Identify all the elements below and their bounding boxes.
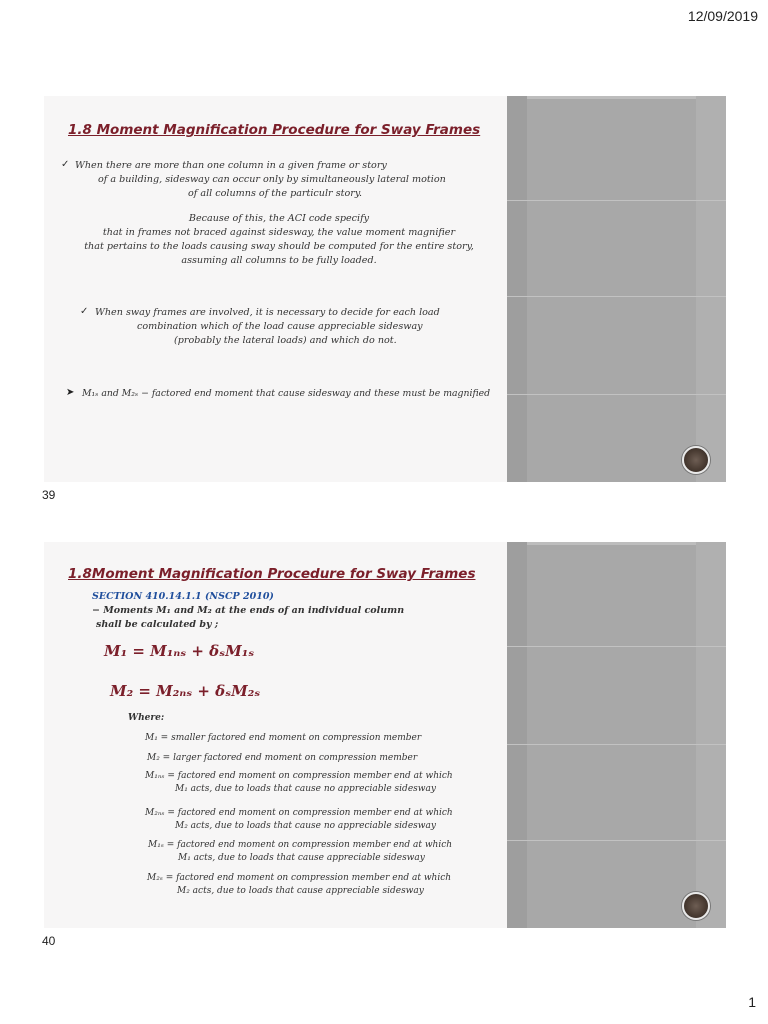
paragraph-line: of all columns of the particulr story. <box>188 188 363 199</box>
panel-divider <box>507 296 726 297</box>
slide-number: 40 <box>42 934 56 948</box>
panel-stripe <box>696 96 726 482</box>
definition-line: M₂ₛ = factored end moment on compression member end at which <box>147 873 452 883</box>
panel-divider <box>507 744 726 745</box>
panel-divider <box>507 200 726 201</box>
paragraph-line: When sway frames are involved, it is necessary to decide for each load <box>95 307 440 318</box>
panel-top-line <box>507 542 726 545</box>
slide-number: 39 <box>42 488 56 502</box>
paragraph-line: that pertains to the loads causing sway should be computed for the entire story, <box>84 241 474 252</box>
definition-item <box>147 872 451 897</box>
definition-line: M₂ₙₛ = factored end moment on compression member end at which <box>145 808 453 818</box>
slide-40 <box>44 542 726 928</box>
panel-stripe <box>507 96 527 482</box>
where-label: Where: <box>128 713 165 723</box>
definition-line: M₂ = larger factored end moment on compression member <box>147 753 418 763</box>
page-date: 12/09/2019 <box>687 8 758 24</box>
equation-m2: M₂ = M₂ₙₛ + δₛM₂ₛ <box>110 682 261 700</box>
panel-stripe <box>696 542 726 928</box>
slide-title: 1.8Moment Magnification Procedure for Sway Frames <box>68 566 476 582</box>
checkmark-icon: ✓ <box>61 159 70 170</box>
definition-item <box>148 839 452 864</box>
paragraph-line: combination which of the load cause appreciable sidesway <box>137 321 423 332</box>
decorative-knob-icon <box>682 892 710 920</box>
slide-title: 1.8 Moment Magnification Procedure for Sway Frames <box>68 122 481 138</box>
definition-item <box>145 732 421 745</box>
bullet-text: M₁ₛ and M₂ₛ − factored end moment that cause sidesway and these must be magnified <box>82 388 491 399</box>
definition-line: M₁ acts, due to loads that cause no appreciable sidesway <box>175 783 436 794</box>
panel-divider <box>507 394 726 395</box>
definition-line: M₂ acts, due to loads that cause no appreciable sidesway <box>175 820 436 831</box>
equation-m1: M₁ = M₁ₙₛ + δₛM₁ₛ <box>104 642 255 660</box>
paragraph-line: Because of this, the ACI code specify <box>188 213 370 224</box>
panel-divider <box>507 840 726 841</box>
definition-line: M₁ₛ = factored end moment on compression member end at which <box>148 840 453 850</box>
checkmark-icon: ✓ <box>80 306 89 317</box>
decorative-side-panel <box>507 542 726 928</box>
definition-item <box>147 752 417 765</box>
paragraph-line: When there are more than one column in a given frame or story <box>75 160 387 171</box>
section-line <box>92 605 404 616</box>
definition-line: M₁ acts, due to loads that cause appreciable sidesway <box>178 852 425 863</box>
section-text: shall be calculated by ; <box>96 619 219 630</box>
section-line <box>96 619 218 630</box>
definition-line: M₁ = smaller factored end moment on compression member <box>145 733 422 743</box>
paragraph-line: (probably the lateral loads) and which do not. <box>174 335 397 346</box>
paragraph-line: assuming all columns to be fully loaded. <box>181 255 377 266</box>
definition-item <box>145 807 453 832</box>
decorative-side-panel <box>507 96 726 482</box>
section-reference <box>92 591 274 602</box>
panel-top-line <box>507 96 726 99</box>
slide-39 <box>44 96 726 482</box>
definition-item <box>145 770 453 795</box>
panel-divider <box>507 646 726 647</box>
definition-line: M₂ acts, due to loads that cause appreciable sidesway <box>177 885 424 896</box>
arrow-bullet-icon: ➤ <box>66 387 75 398</box>
section-text: − Moments M₁ and M₂ at the ends of an individual column <box>92 605 405 616</box>
section-code: SECTION 410.14.1.1 (NSCP 2010) <box>92 591 274 602</box>
paragraph-line: of a building, sidesway can occur only by simultaneously lateral motion <box>98 174 446 185</box>
definition-line: M₁ₙₛ = factored end moment on compression member end at which <box>145 771 453 781</box>
panel-stripe <box>507 542 527 928</box>
paragraph-line: that in frames not braced against sidesway, the value moment magnifier <box>102 227 456 238</box>
page-number: 1 <box>748 994 756 1010</box>
decorative-knob-icon <box>682 446 710 474</box>
